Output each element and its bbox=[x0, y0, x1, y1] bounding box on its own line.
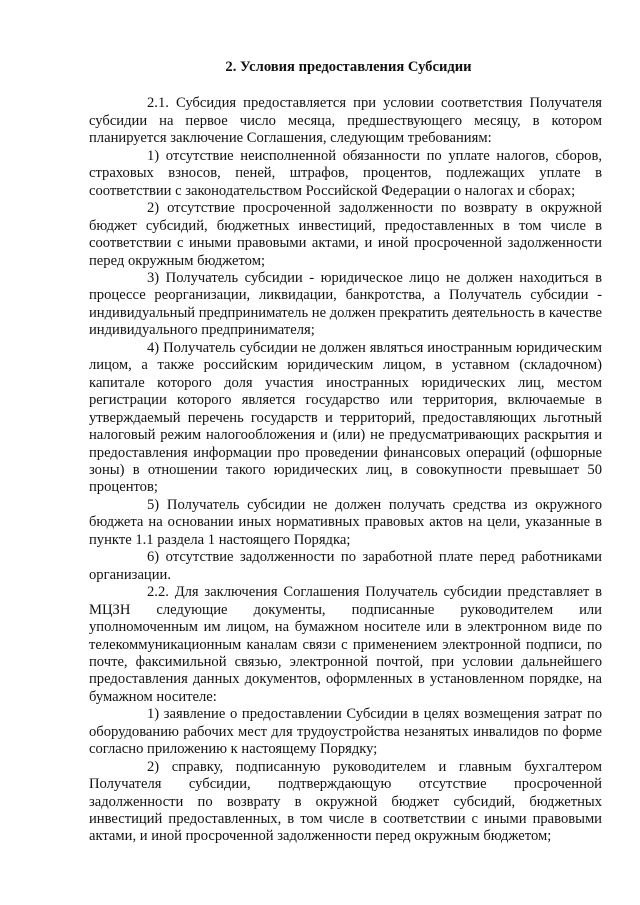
requirement-2: 2) отсутствие просроченной задолженности по возврату в окружной бюджет субсидий, бюджетных инвестиций, предоставленных в том числе в соответствии с иными правовыми актами, и иной просроченной задолженности перед окружным бюджетом; bbox=[89, 200, 602, 269]
paragraph-2-1: 2.1. Субсидия предоставляется при условии соответствия Получателя субсидии на первое число месяца, предшествующего месяцу, в котором планируется заключение Соглашения, следующим требованиям: bbox=[89, 95, 602, 147]
requirement-5: 5) Получатель субсидии не должен получать средства из окружного бюджета на основании иных нормативных правовых актов на цели, указанные в пункте 1.1 раздела 1 настоящего Порядка; bbox=[89, 496, 602, 548]
section-title: 2. Условия предоставления Субсидии bbox=[225, 59, 472, 75]
document-page bbox=[89, 59, 602, 846]
paragraph-2-2: 2.2. Для заключения Соглашения Получатель субсидии представляет в МЦЗН следующие документы, подписанные руководителем или уполномоченным им лицом, на бумажном носителе или в электронном виде по телекоммуникационным каналам связи с применением электронной подписи, по почте, факсимильной связью, электронной почтой, при условии дальнейшего предоставления данных документов, оформленных в установленном порядке, на бумажном носителе: bbox=[89, 584, 602, 705]
requirement-1: 1) отсутствие неисполненной обязанности по уплате налогов, сборов, страховых взносов, пеней, штрафов, процентов, подлежащих уплате в соответствии с законодательством Российской Федерации о налогах и сборах; bbox=[89, 147, 602, 199]
requirement-3: 3) Получатель субсидии - юридическое лицо не должен находиться в процессе реорганизации, ликвидации, банкротства, а Получатель субсидии - индивидуальный предприниматель не должен прекратить деятельность в качестве индивидуального предпринимателя; bbox=[89, 269, 602, 339]
requirement-6: 6) отсутствие задолженности по заработной плате перед работниками организации. bbox=[89, 549, 602, 583]
document-item-1: 1) заявление о предоставлении Субсидии в целях возмещения затрат по оборудованию рабочих мест для трудоустройства незанятых инвалидов по форме согласно приложению к настоящему Порядку; bbox=[89, 706, 602, 758]
requirement-4: 4) Получатель субсидии не должен являться иностранным юридическим лицом, а также российским юридическим лицом, в уставном (складочном) капитале которого доля участия иностранных юридических лиц, местом регистрации которого является государство или территория, включаемые в утверждаемый перечень государств и территорий, предоставляющих льготный налоговый режим налогообложения и (или) не предусматривающих раскрытия и предоставления информации про проведении финансовых операций (офшорные зоны) в отношении такого юридических лиц, в совокупности превышает 50 процентов; bbox=[89, 339, 602, 496]
document-item-2: 2) справку, подписанную руководителем и главным бухгалтером Получателя субсидии, подтверждающую отсутствие просроченной задолженности по возврату в окружной бюджет субсидий, бюджетных инвестиций предоставленных, в том числе в соответствии с иными правовыми актами, и иной просроченной задолженности перед окружным бюджетом; bbox=[89, 758, 602, 845]
